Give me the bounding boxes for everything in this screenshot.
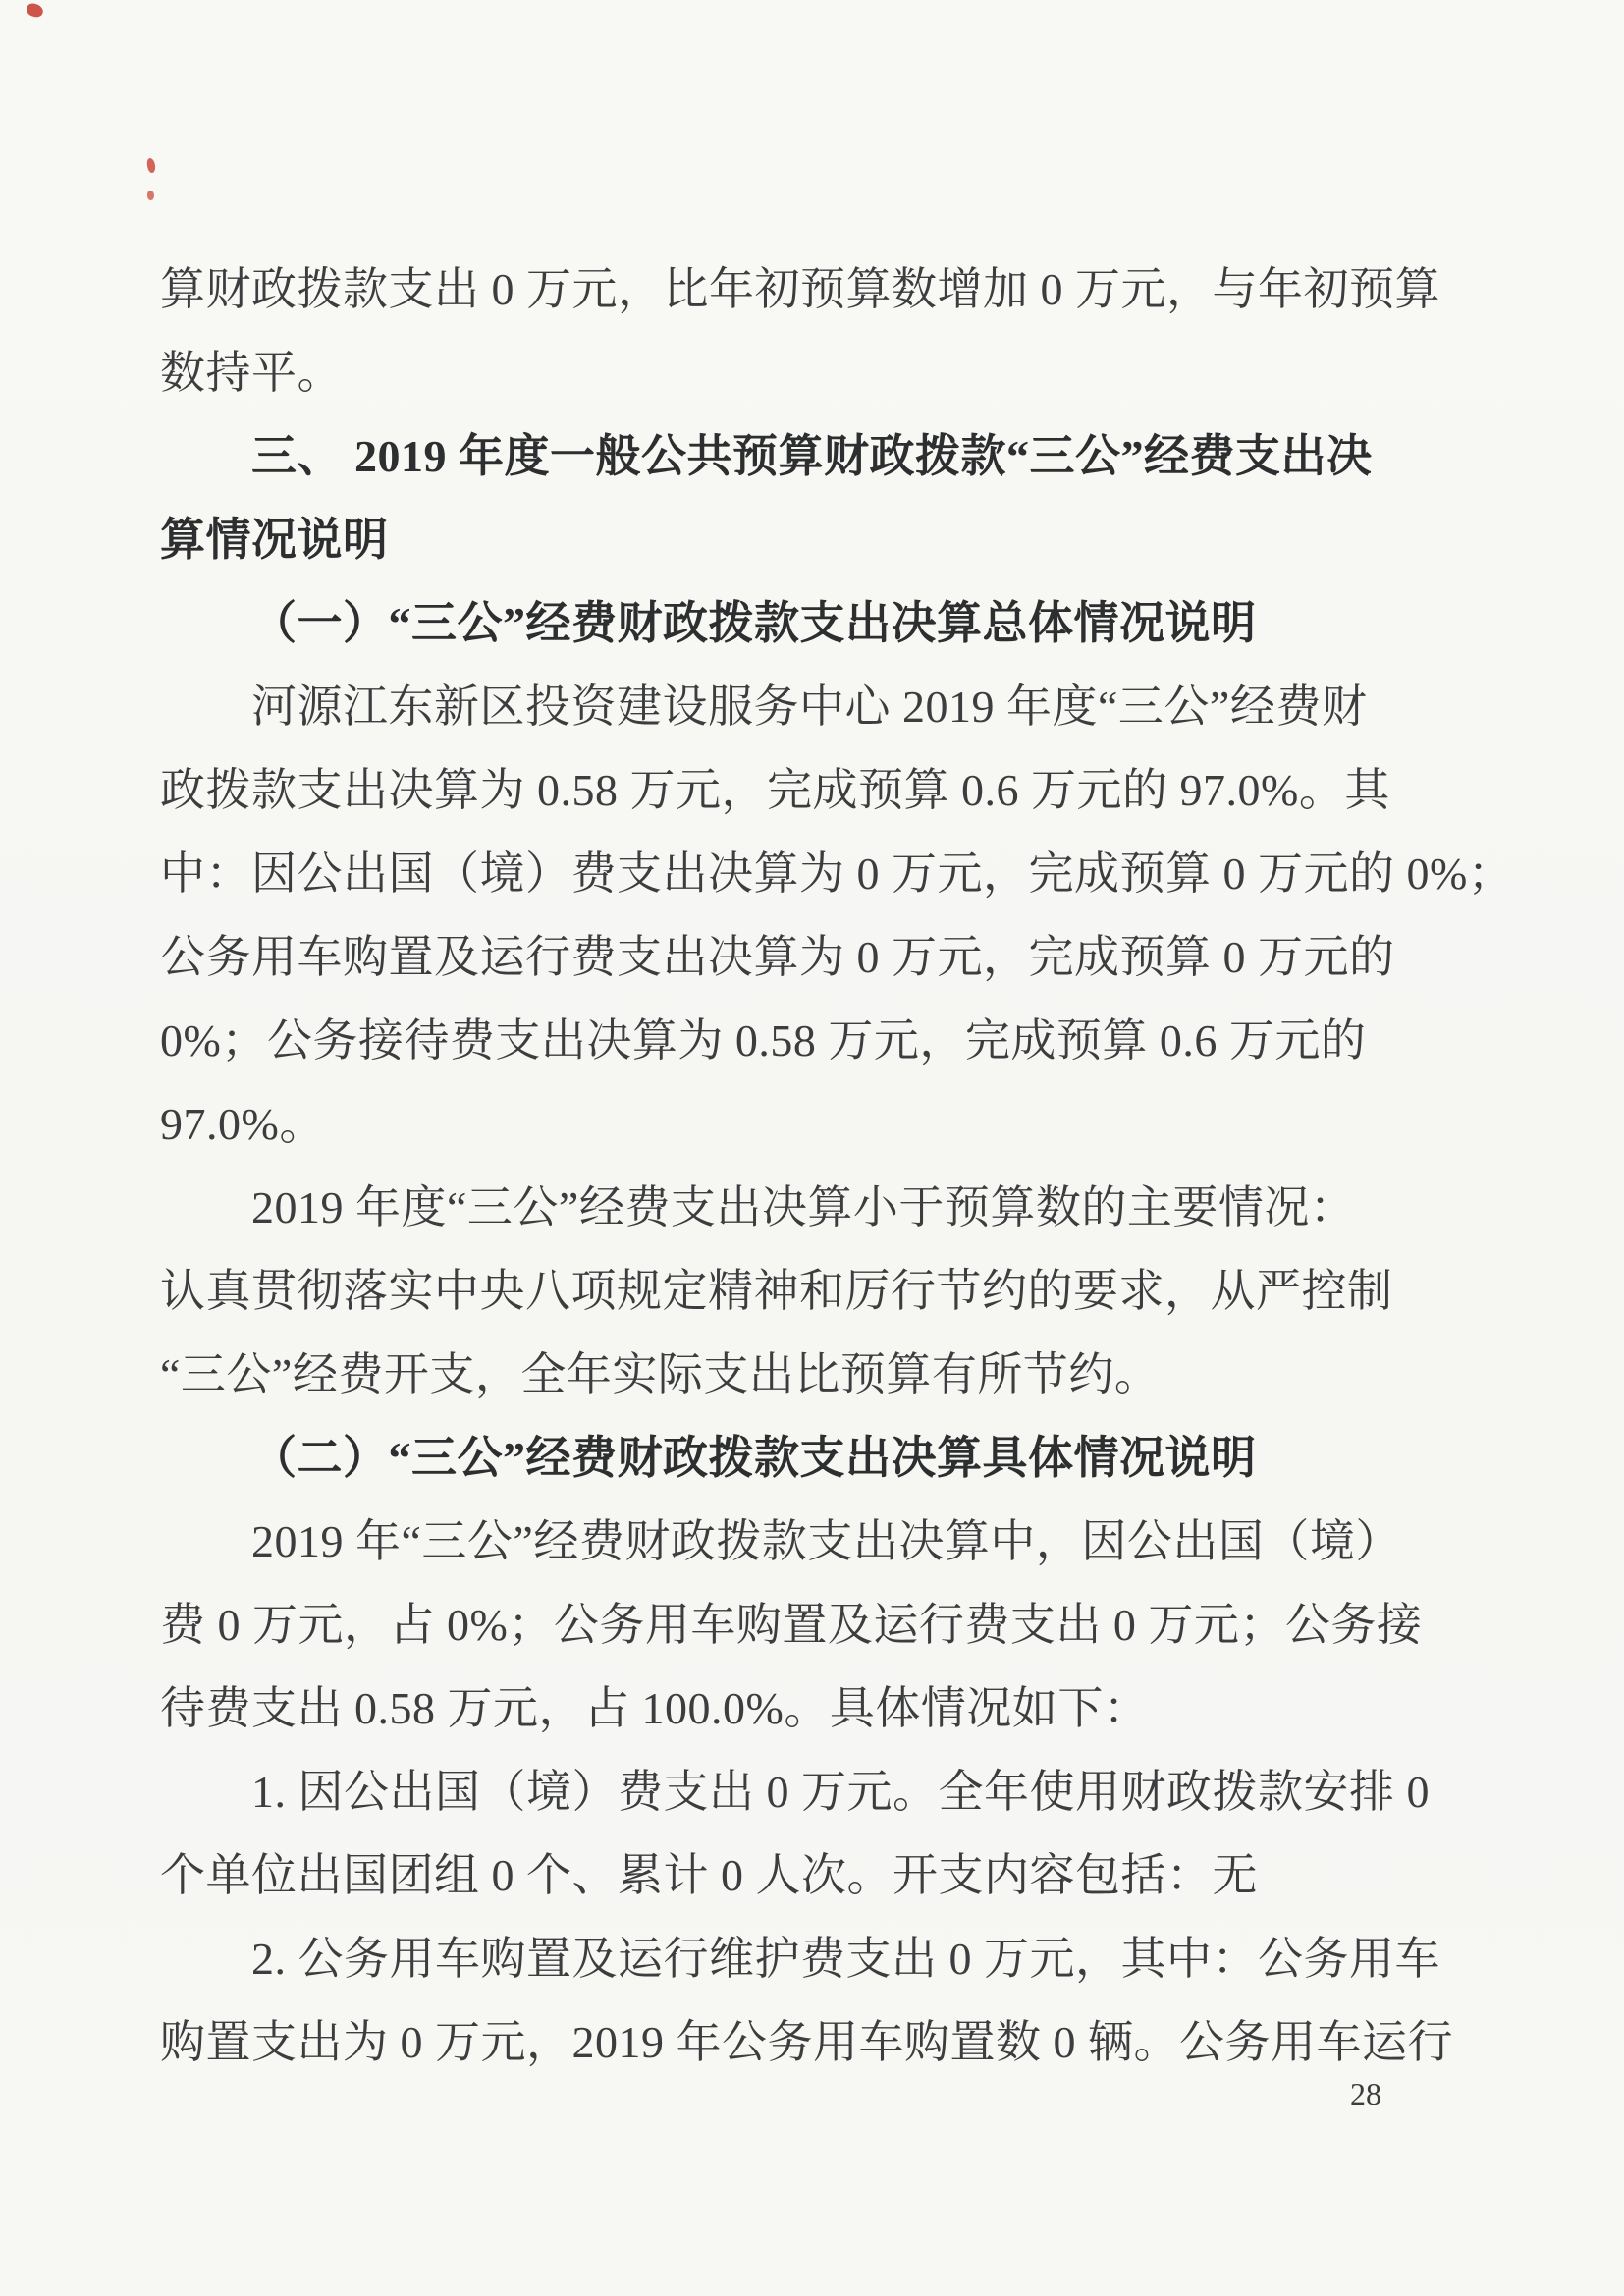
- text-line: 1. 因公出国（境）费支出 0 万元。全年使用财政拨款安排 0: [251, 1767, 1430, 1817]
- page-number: 28: [1350, 2076, 1381, 2111]
- text-line: 待费支出 0.58 万元，占 100.0%。具体情况如下：: [160, 1683, 1150, 1733]
- text-line: “三公”经费开支，全年实际支出比预算有所节约。: [160, 1349, 1161, 1399]
- text-line: 公务用车购置及运行费支出决算为 0 万元，完成预算 0 万元的: [160, 932, 1395, 982]
- text-line: 2. 公务用车购置及运行维护费支出 0 万元，其中：公务用车: [251, 1934, 1440, 1984]
- text-line: 算财政拨款支出 0 万元，比年初预算数增加 0 万元，与年初预算: [160, 264, 1440, 314]
- text-line: 0%；公务接待费支出决算为 0.58 万元，完成预算 0.6 万元的: [160, 1015, 1367, 1066]
- text-line: 河源江东新区投资建设服务中心 2019 年度“三公”经费财: [251, 682, 1368, 732]
- text-line: 认真贯彻落实中央八项规定精神和厉行节约的要求，从严控制: [160, 1266, 1393, 1316]
- text-line: 2019 年“三公”经费财政拨款支出决算中，因公出国（境）: [251, 1516, 1401, 1566]
- document-body: [160, 247, 1514, 2084]
- heading-line: 算情况说明: [160, 515, 389, 565]
- scan-artifact: [147, 191, 154, 200]
- heading-line: （一）“三公”经费财政拨款支出决算总体情况说明: [251, 598, 1257, 648]
- text-line: 个单位出国团组 0 个、累计 0 人次。开支内容包括：无: [160, 1850, 1258, 1900]
- scan-artifact: [146, 158, 156, 174]
- text-line: 97.0%。: [160, 1099, 325, 1149]
- heading-line: （二）“三公”经费财政拨款支出决算具体情况说明: [251, 1433, 1257, 1483]
- text-line: 中：因公出国（境）费支出决算为 0 万元，完成预算 0 万元的 0%；: [160, 848, 1514, 899]
- text-line: 费 0 万元，占 0%；公务用车购置及运行费支出 0 万元；公务接: [160, 1600, 1423, 1650]
- text-line: 购置支出为 0 万元，2019 年公务用车购置数 0 辆。公务用车运行: [160, 2017, 1453, 2067]
- text-line: 政拨款支出决算为 0.58 万元，完成预算 0.6 万元的 97.0%。其: [160, 765, 1390, 815]
- text-line: 2019 年度“三公”经费支出决算小于预算数的主要情况：: [251, 1182, 1356, 1232]
- text-line: 数持平。: [160, 348, 343, 398]
- heading-line: 三、 2019 年度一般公共预算财政拨款“三公”经费支出决: [251, 431, 1373, 481]
- scan-artifact: [25, 2, 44, 20]
